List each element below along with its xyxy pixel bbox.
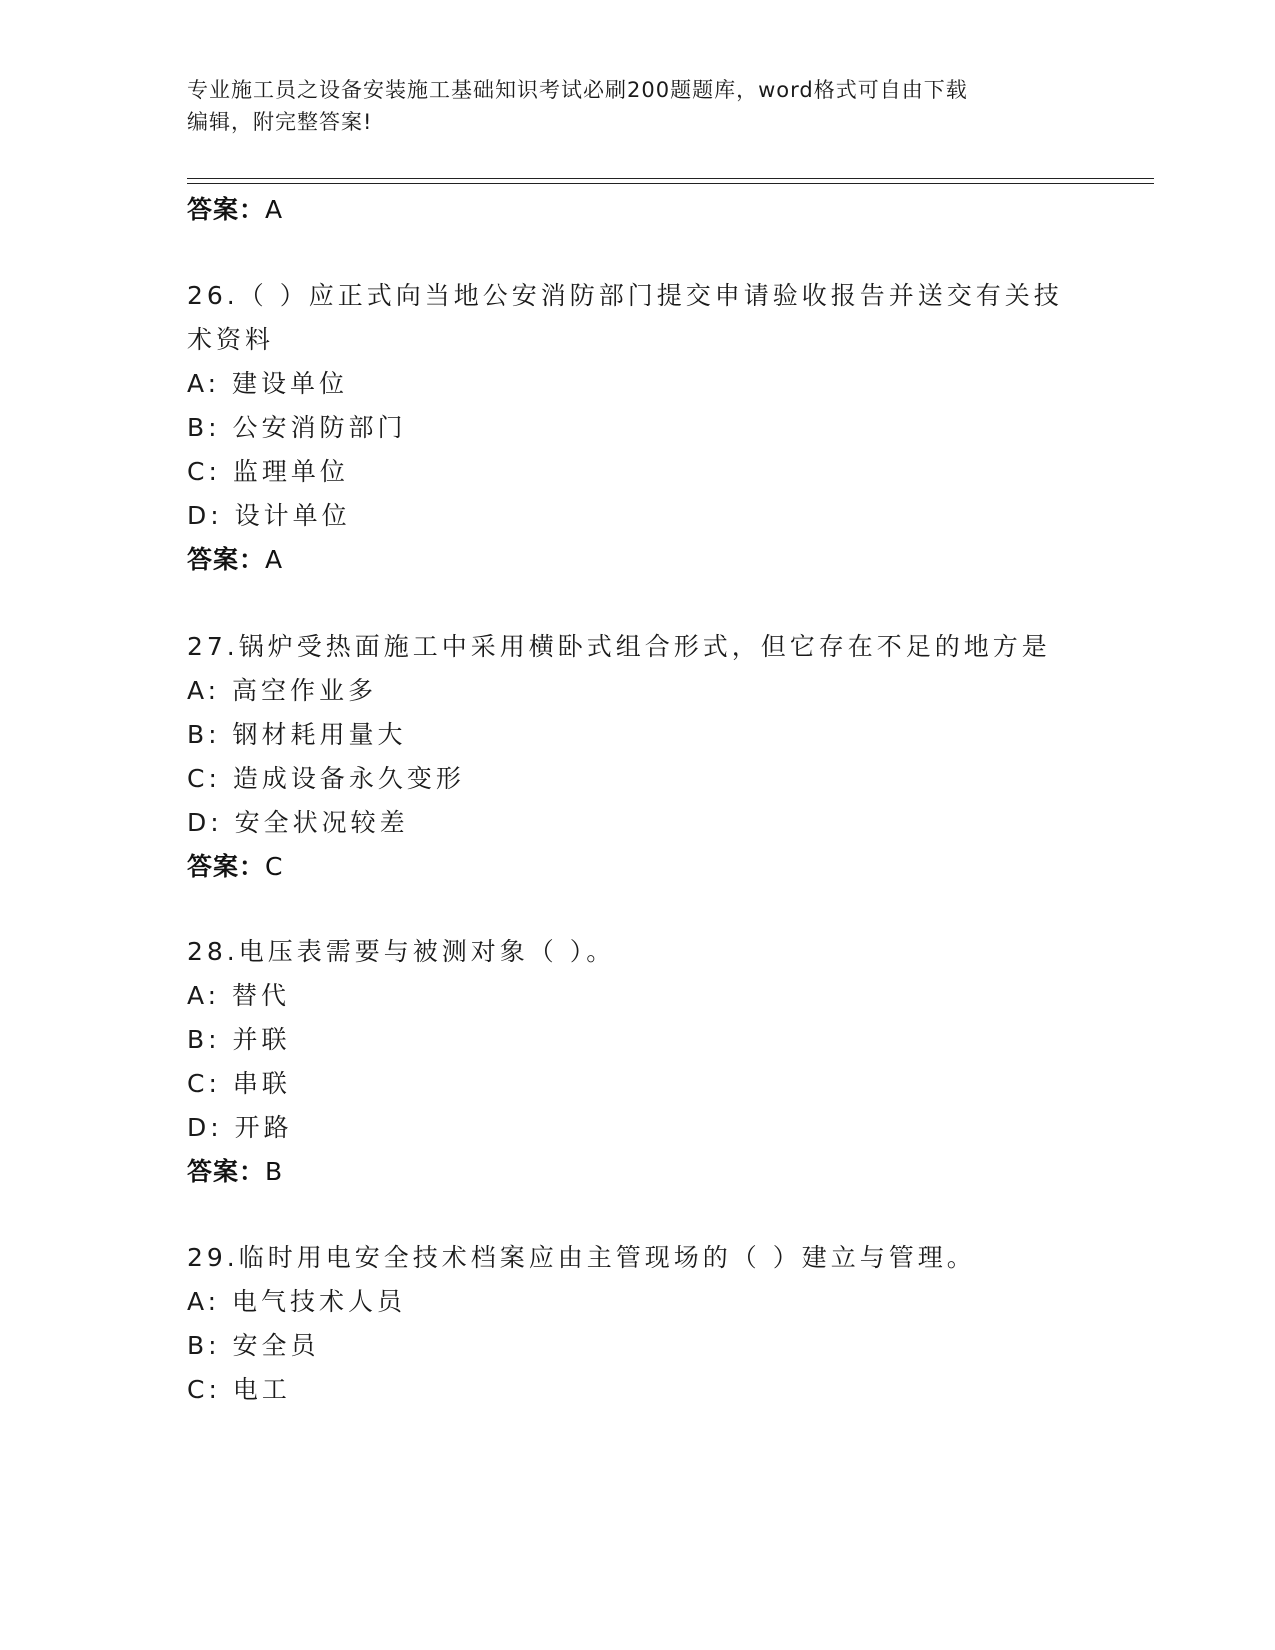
answer-prefix: 答案： xyxy=(187,545,266,574)
option-c: C: 监理单位 xyxy=(187,457,349,486)
option-d: D: 安全状况较差 xyxy=(187,808,409,837)
header-line-2: 编辑，附完整答案! xyxy=(187,110,373,134)
answer-value: A xyxy=(265,195,283,224)
option-b: B: 钢材耗用量大 xyxy=(187,720,407,749)
option-b: B: 公安消防部门 xyxy=(187,413,407,442)
option-b: B: 安全员 xyxy=(187,1331,320,1360)
option-b: B: 并联 xyxy=(187,1025,291,1054)
answer-prefix: 答案： xyxy=(187,195,266,224)
option-d: D: 开路 xyxy=(187,1113,293,1142)
answer-prefix: 答案： xyxy=(187,852,266,881)
answer-value: A xyxy=(265,545,283,574)
option-a: A: 高空作业多 xyxy=(187,676,378,705)
option-a: A: 建设单位 xyxy=(187,369,349,398)
answer-line xyxy=(187,540,282,576)
answer-value: C xyxy=(265,852,283,881)
question-stem: 29.临时用电安全技术档案应由主管现场的（ ）建立与管理。 xyxy=(187,1243,976,1272)
option-a: A: 电气技术人员 xyxy=(187,1287,407,1316)
question-stem: 27.锅炉受热面施工中采用横卧式组合形式，但它存在不足的地方是 xyxy=(187,632,1051,661)
question-stem: 28.电压表需要与被测对象（ ）。 xyxy=(187,937,616,966)
answer-prefix: 答案： xyxy=(187,1157,266,1186)
document-header xyxy=(187,74,1067,138)
header-rule-bottom xyxy=(187,183,1154,184)
option-c: C: 电工 xyxy=(187,1375,291,1404)
option-a: A: 替代 xyxy=(187,981,291,1010)
header-rule-top xyxy=(187,178,1154,179)
question-stem: 26.（ ）应正式向当地公安消防部门提交申请验收报告并送交有关技 xyxy=(187,281,1063,310)
option-c: C: 串联 xyxy=(187,1069,291,1098)
option-d: D: 设计单位 xyxy=(187,501,351,530)
option-c: C: 造成设备永久变形 xyxy=(187,764,465,793)
header-line-1: 专业施工员之设备安装施工基础知识考试必刷200题题库，word格式可自由下载 xyxy=(187,78,968,102)
answer-line xyxy=(187,847,282,883)
question-stem-continued: 术资料 xyxy=(187,325,275,354)
answer-line xyxy=(187,190,282,226)
answer-value: B xyxy=(265,1157,283,1186)
answer-line xyxy=(187,1152,282,1188)
